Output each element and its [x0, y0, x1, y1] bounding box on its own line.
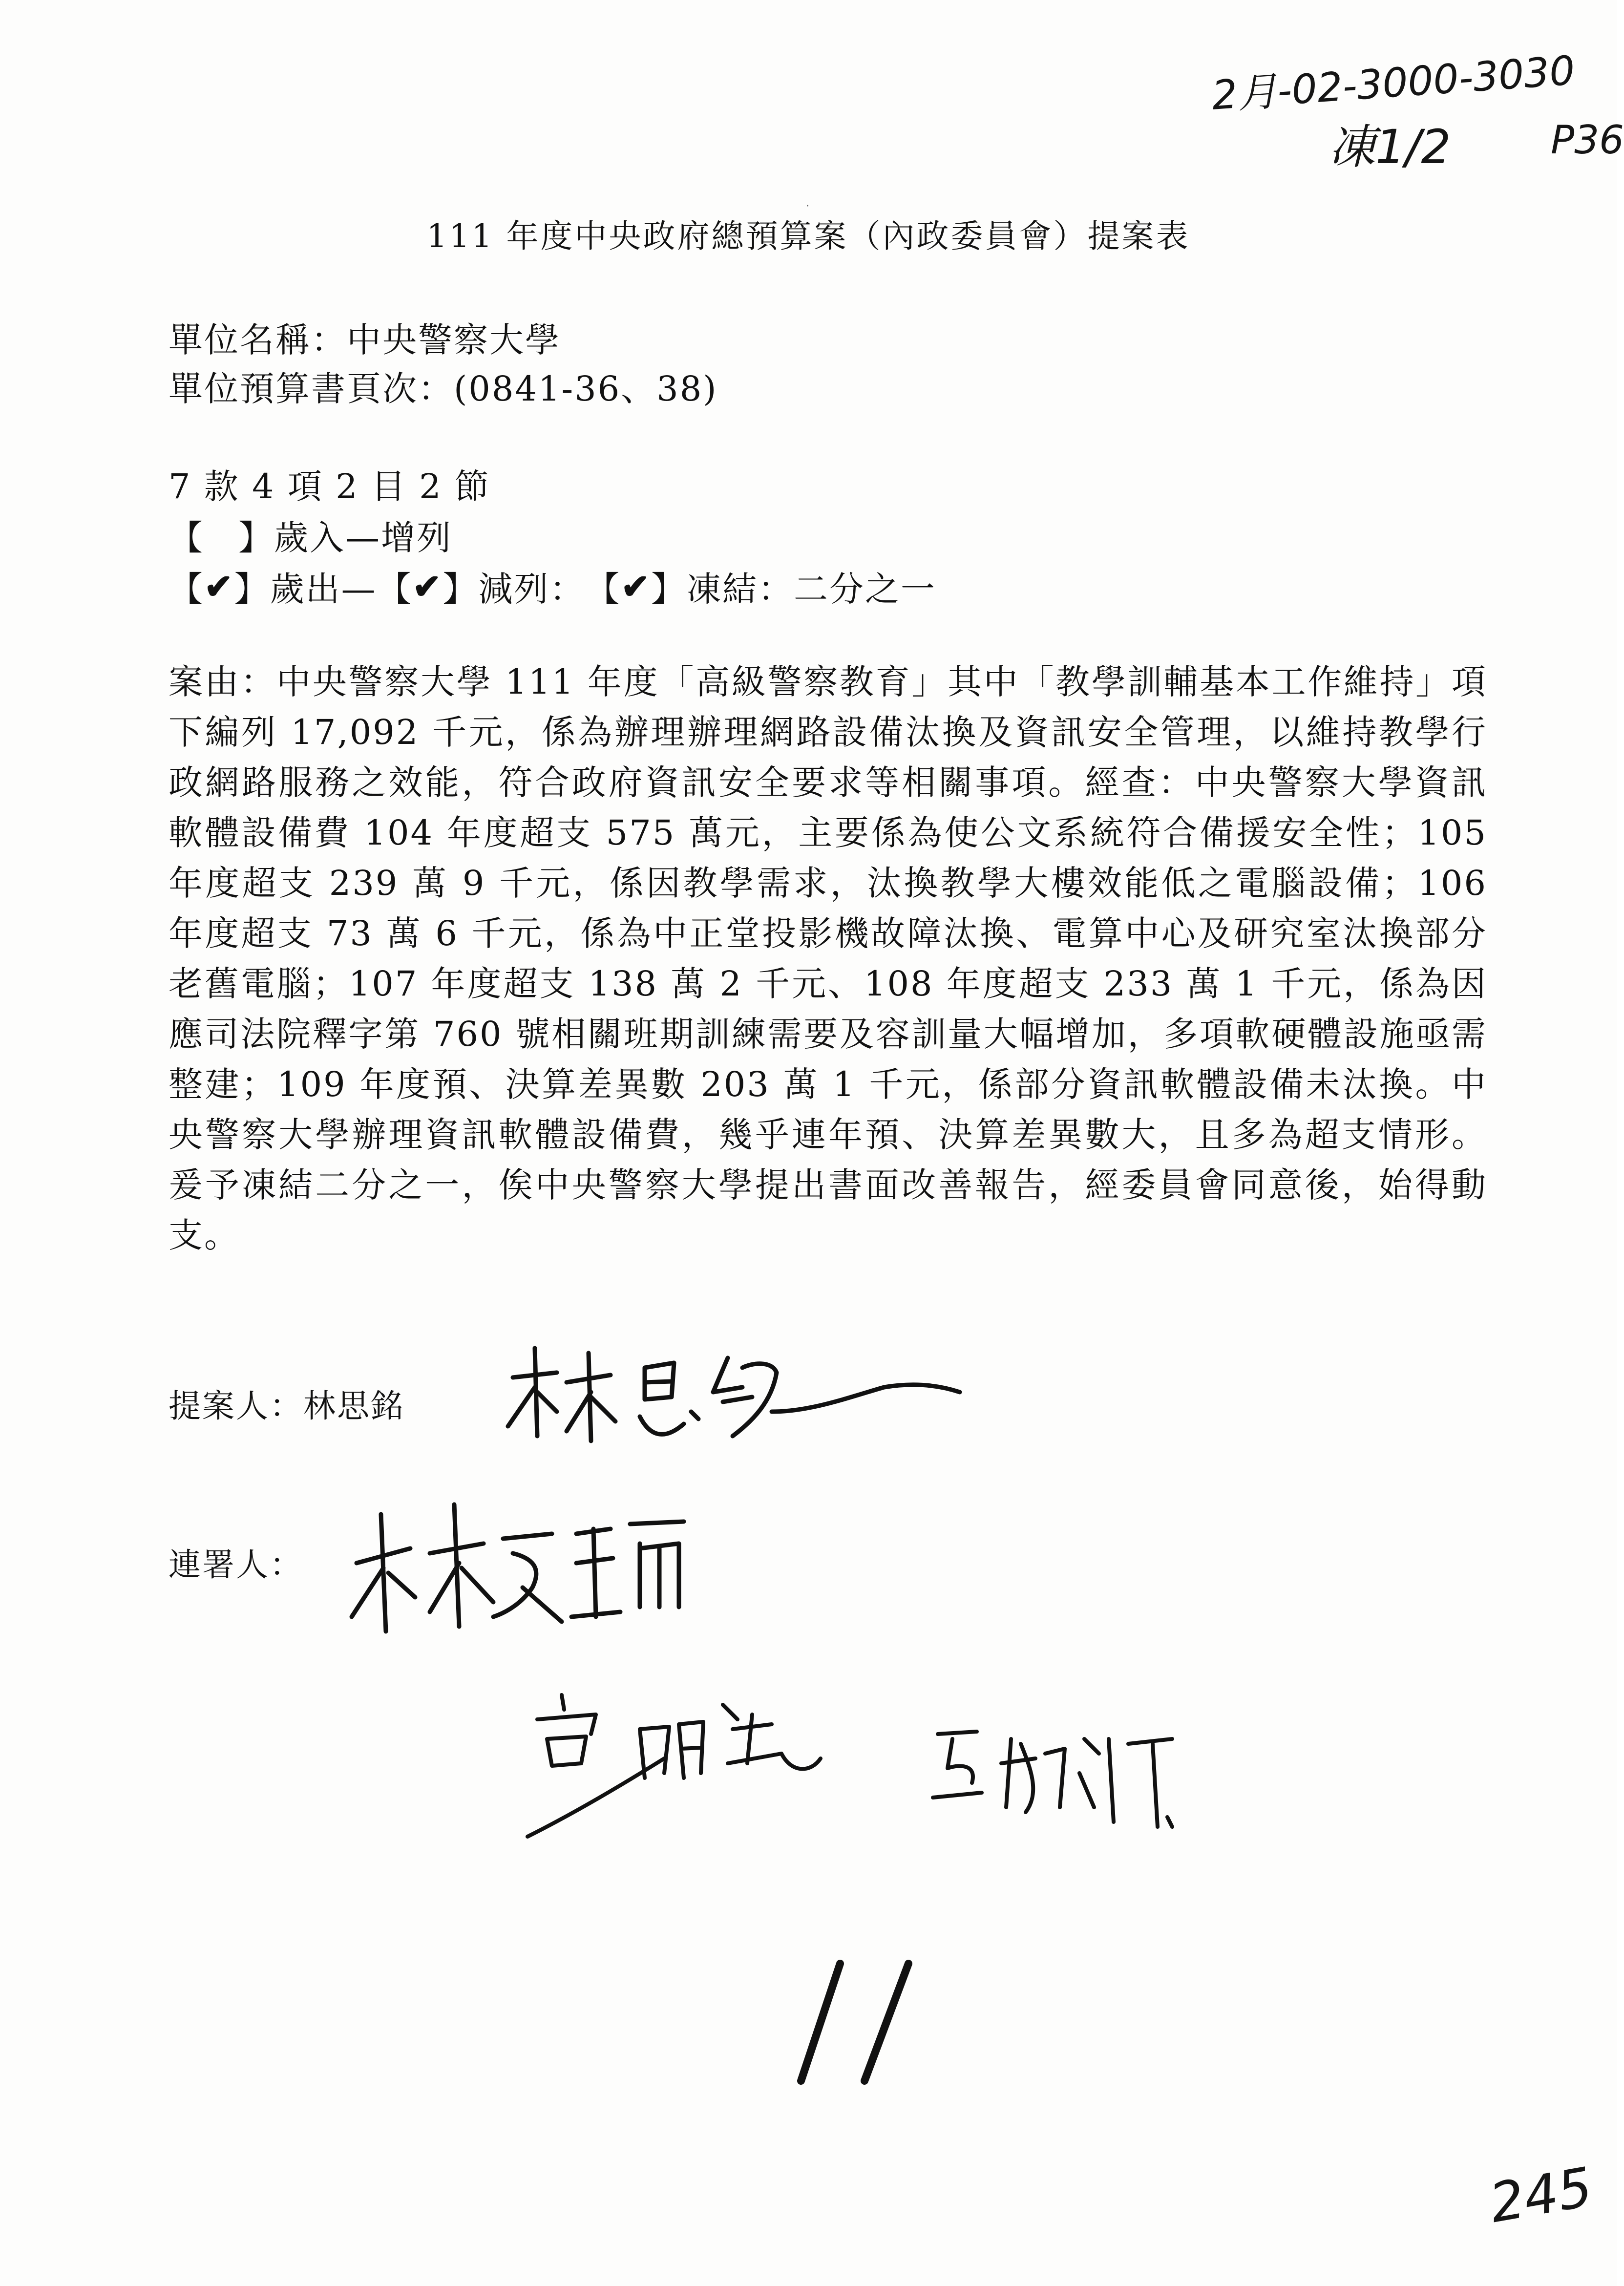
revenue-option — [169, 510, 452, 560]
handwritten-page-number: 245 — [1485, 2155, 1597, 2235]
document-title: 111 年度中央政府總預算案（內政委員會）提案表 — [426, 217, 1190, 255]
bracket-close: 】 — [234, 569, 270, 609]
expenditure-label: 歲出— — [270, 569, 377, 609]
proposer-row — [169, 1380, 404, 1426]
handwritten-code: 2月-02-3000-3030 — [1210, 47, 1577, 119]
bracket-open: 【 — [169, 569, 204, 609]
bracket-close: 】 — [443, 569, 479, 609]
handwritten-freeze-note: 凍1/2 — [1329, 120, 1451, 174]
freeze-value: 二分之一 — [793, 569, 936, 609]
cosigner-signature-2 — [518, 1675, 869, 1861]
expenditure-check-icon: ✔ — [204, 566, 234, 607]
budget-item: 7 款 4 項 2 目 2 節 — [169, 466, 490, 507]
expenditure-options-row — [169, 562, 936, 611]
page-mark-value: 11 — [830, 2130, 855, 2152]
unit-pages-row — [169, 361, 718, 411]
cosigner-signature-3 — [918, 1710, 1192, 1837]
cosigner-signature-1 — [347, 1495, 698, 1641]
proposer-label: 提案人： — [169, 1387, 303, 1425]
bracket-open: 【 — [169, 518, 204, 558]
bracket-close: 】 — [651, 569, 687, 609]
scan-dot: · — [806, 200, 809, 212]
bracket-open: 【 — [585, 569, 621, 609]
reduce-label: 減列： — [478, 569, 586, 609]
bracket-close: 】 — [238, 518, 274, 558]
unit-name-value: 中央警察大學 — [347, 320, 561, 360]
unit-name-row — [169, 313, 561, 362]
unit-name-label: 單位名稱： — [169, 320, 347, 360]
handwritten-page-ref: P36 — [1551, 117, 1624, 163]
freeze-label: 凍結： — [686, 569, 794, 609]
revenue-label: 歲入—增列 — [274, 518, 452, 558]
proposer-name: 林思銘 — [303, 1387, 404, 1425]
unit-pages-value: (0841-36、38) — [454, 369, 718, 409]
page-mark-strokes — [781, 1954, 928, 2100]
cosigner-label: 連署人： — [169, 1546, 303, 1584]
freeze-check-icon: ✔ — [621, 566, 651, 607]
unit-pages-label: 單位預算書頁次： — [169, 369, 454, 409]
bracket-open: 【 — [377, 569, 413, 609]
proposer-signature — [498, 1338, 967, 1465]
reduce-check-icon: ✔ — [412, 566, 443, 607]
reason-paragraph: 案由：中央警察大學 111 年度「高級警察教育」其中「教學訓輔基本工作維持」項下編列 17,092 千元，係為辦理辦理網路設備汰換及資訊安全管理，以維持教學行政網路服務之效能，符合政府資訊安全要求等相關事項。經查：中央警察大學資訊軟體設備費 104 年度超支 575 萬元，主要係為使公文系統符合備援安全性；105 年度超支 239 萬 9 千元，係因教學需求，汰換教學大樓效能低之電腦設備；106 年度超支 73 萬 6 千元，係為中正堂投影機故障汰換、電算中心及研究室汰換部分老舊電腦；107 年度超支 138 萬 2 千元、108 年度超支 233 萬 1 千元，係為因應司法院釋字第 760 號相關班期訓練需要及容訓量大幅增加，多項軟硬體設施亟需整建；109 年度預、決算差異數 203 萬 1 千元，係部分資訊軟體設備未汰換。中央警察大學辦理資訊軟體設備費，幾乎連年預、決算差異數大，且多為超支情形。爰予凍結二分之一，俟中央警察大學提出書面改善報告，經委員會同意後，始得動支。 — [169, 662, 1487, 1255]
